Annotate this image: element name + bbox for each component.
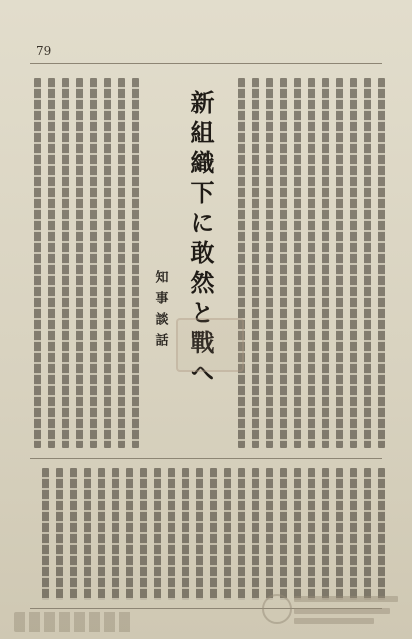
watermark-right-icon: [262, 588, 402, 632]
article-byline: 知事談話: [152, 270, 168, 354]
watermark-line: [294, 596, 398, 602]
text-column: [238, 468, 245, 600]
text-column: [266, 468, 273, 600]
text-column: [34, 78, 41, 448]
text-column: [294, 468, 301, 600]
faded-stamp: [176, 318, 244, 372]
text-column: [378, 468, 385, 600]
text-column: [378, 78, 385, 448]
text-column: [252, 78, 259, 448]
text-column: [336, 468, 343, 600]
middle-rule: [30, 458, 382, 459]
text-column: [140, 468, 147, 600]
text-column: [238, 78, 245, 448]
text-column: [364, 78, 371, 448]
text-column: [196, 468, 203, 600]
text-column: [112, 468, 119, 600]
text-column: [266, 78, 273, 448]
text-column: [322, 78, 329, 448]
text-column: [252, 468, 259, 600]
text-column: [336, 78, 343, 448]
text-column: [84, 468, 91, 600]
text-column: [350, 78, 357, 448]
text-column: [76, 78, 83, 448]
text-column: [154, 468, 161, 600]
text-column: [104, 78, 111, 448]
text-column: [308, 78, 315, 448]
emblem-icon: [262, 594, 292, 624]
text-column: [350, 468, 357, 600]
text-column: [210, 468, 217, 600]
text-column: [118, 78, 125, 448]
text-column: [132, 78, 139, 448]
watermark-left-icon: [14, 612, 132, 632]
text-column: [70, 468, 77, 600]
text-column: [98, 468, 105, 600]
text-column: [126, 468, 133, 600]
byline-block: [148, 270, 172, 430]
text-column: [56, 468, 63, 600]
text-column: [308, 468, 315, 600]
text-column: [224, 468, 231, 600]
top-rule: [30, 63, 382, 64]
page-number: 79: [36, 44, 52, 58]
text-column: [280, 468, 287, 600]
text-column: [364, 468, 371, 600]
text-column: [280, 78, 287, 448]
text-column: [42, 468, 49, 600]
text-column: [182, 468, 189, 600]
text-column: [48, 78, 55, 448]
watermark-line: [294, 608, 390, 614]
text-column: [322, 468, 329, 600]
article-title: 新組織下に敢然と戰へ: [186, 90, 215, 390]
watermark-line: [294, 618, 374, 624]
text-column: [168, 468, 175, 600]
text-column: [294, 78, 301, 448]
text-column: [90, 78, 97, 448]
text-column: [62, 78, 69, 448]
